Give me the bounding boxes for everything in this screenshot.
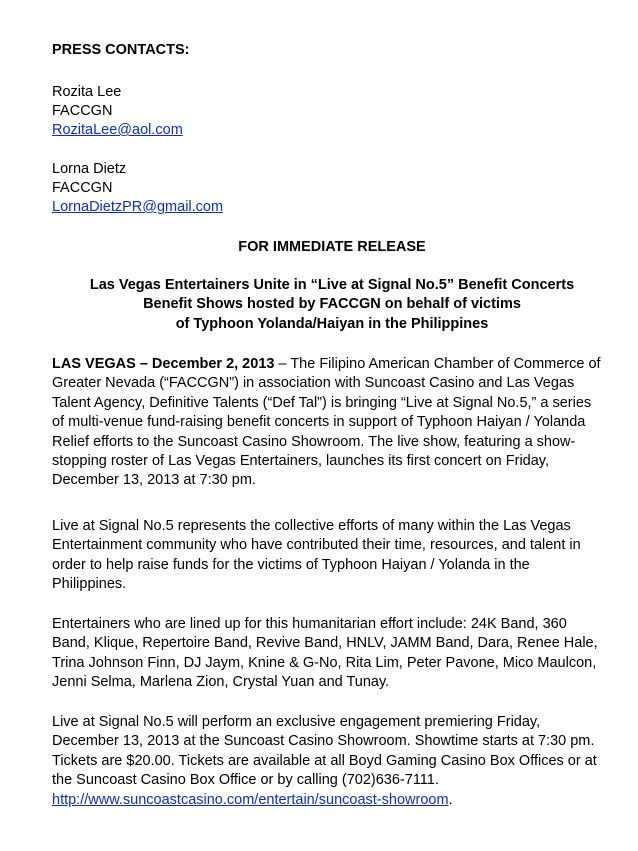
headline bbox=[52, 276, 612, 334]
headline-line: Las Vegas Entertainers Unite in “Live at Signal No.5” Benefit Concerts bbox=[89, 277, 575, 293]
body-paragraph bbox=[52, 355, 604, 491]
contact-org: FACCGN bbox=[52, 103, 113, 119]
contact-name: Rozita Lee bbox=[52, 84, 122, 100]
url-punctuation: . bbox=[448, 791, 453, 808]
headline-line: Benefit Shows hosted by FACCGN on behalf of victims bbox=[143, 296, 521, 313]
paragraph-text: Live at Signal No.5 will perform an exclusive engagement premiering Friday, December 13, 2013 at the Suncoast Casino Showroom. Showtime starts at 7:30 pm. Tickets are $20.00. Tickets are available at all Boyd Gaming Casino Box Offices or at the Suncoast Casino Box Office or by calling (702)636-7111. bbox=[52, 714, 597, 789]
headline-line: of Typhoon Yolanda/Haiyan in the Philippines bbox=[175, 315, 489, 332]
contact-email-link[interactable]: LornaDietzPR@gmail.com bbox=[52, 199, 224, 215]
release-label: FOR IMMEDIATE RELEASE bbox=[238, 239, 426, 255]
press-contacts-heading: PRESS CONTACTS: bbox=[52, 42, 190, 58]
contact-org: FACCGN bbox=[52, 180, 113, 196]
paragraph-text: – The Filipino American Chamber of Commerce of Greater Nevada (“FACCGN”) in association with Suncoast Casino and Las Vegas Talent Agency, Definitive Talents (“Def Tal”) is bringing “Live at Signal No.5,” a series of multi-venue fund-raising benefit concerts in support of Typhoon Haiyan / Yolanda Relief efforts to the Suncoast Casino Showroom. The live show, featuring a show-stopping roster of Las Vegas Entertainers, launches its first concert on Friday, December 13, 2013 at 7:30 pm. bbox=[52, 356, 601, 489]
showroom-url-link[interactable]: http://www.suncoastcasino.com/entertain/suncoast-showroom bbox=[52, 791, 449, 808]
dateline: LAS VEGAS – December 2, 2013 bbox=[52, 356, 275, 372]
body-paragraph bbox=[52, 713, 604, 810]
contact-name: Lorna Dietz bbox=[52, 161, 127, 177]
body-paragraph: Live at Signal No.5 represents the collective efforts of many within the Las Vegas Entertainment community who have contributed their time, resources, and talent in order to help raise funds for the victims of Typhoon Haiyan / Yolanda in the Philippines. bbox=[52, 518, 581, 593]
body-paragraph: Entertainers who are lined up for this humanitarian effort include: 24K Band, 360 Band, Klique, Repertoire Band, Revive Band, HNLV, JAMM Band, Dara, Renee Hale, Trina Johnson Finn, DJ Jaym, Knine & G-No, Rita Lim, Peter Pavone, Mico Maulcon, Jenni Selma, Marlena Zion, Crystal Yuan and Tunay. bbox=[52, 616, 598, 691]
contact-email-link[interactable]: RozitaLee@aol.com bbox=[52, 122, 183, 138]
